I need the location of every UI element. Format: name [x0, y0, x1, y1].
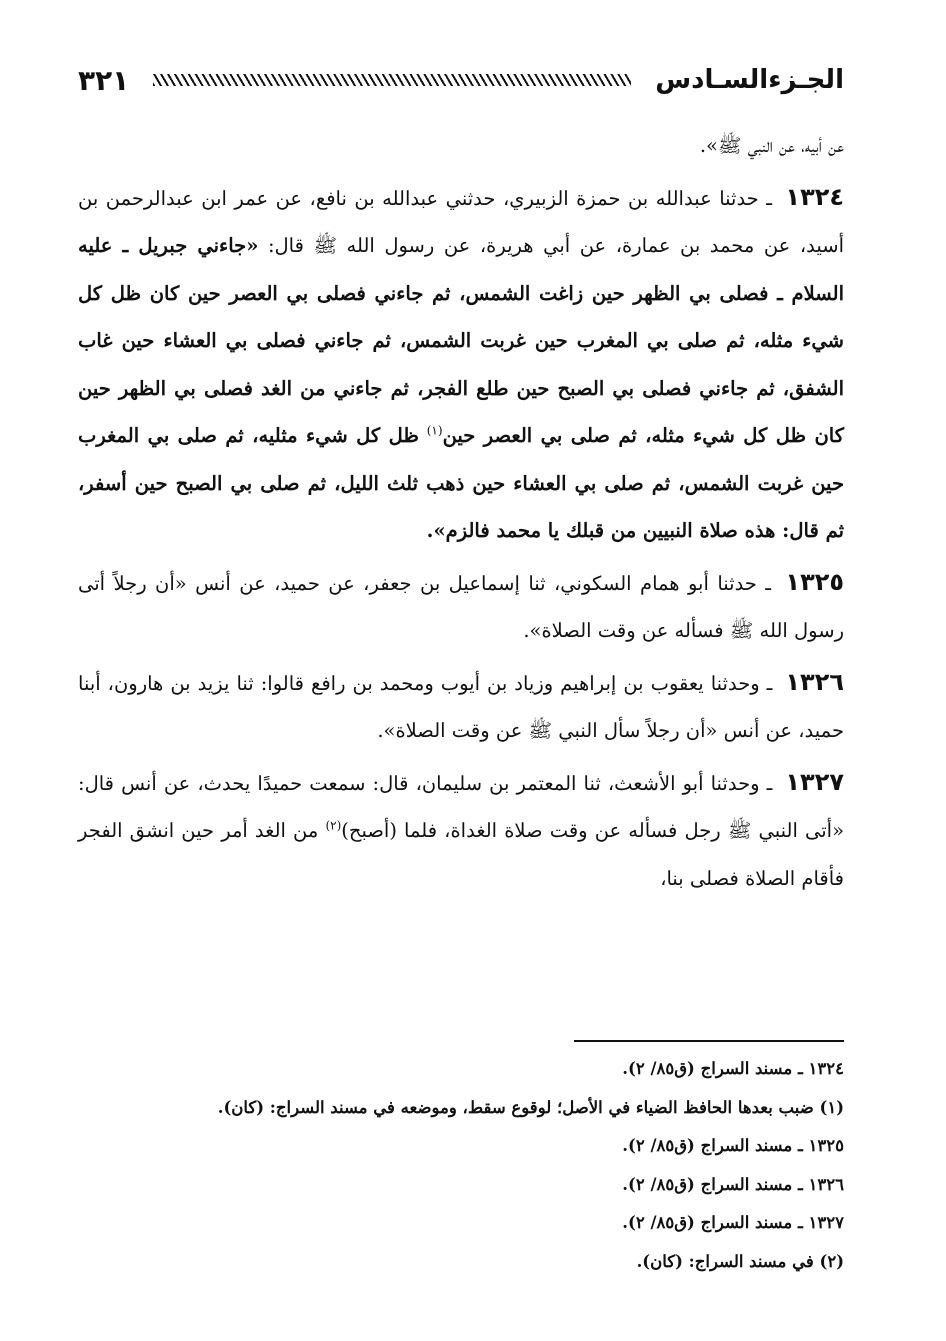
hadith-number: ١٣٢٦	[785, 667, 844, 696]
footnote-ref: (٢)	[325, 818, 342, 833]
hadith-text: ـ وحدثنا أبو الأشعث، ثنا المعتمر بن سليمان، قال: سمعت حميدًا يحدث، عن أنس قال: «أتى النبي ﷺ رجل فسأله عن وقت صلاة الغداة، فلما (أصبح)	[78, 771, 845, 842]
footnotes	[78, 1050, 844, 1281]
hadith-number: ١٣٢٧	[785, 767, 844, 796]
page-number: ٣٢١	[78, 63, 130, 97]
hadith-1327	[78, 759, 844, 903]
paragraph-continuation	[78, 122, 844, 170]
running-title: الجـزءالسـادس	[655, 65, 844, 95]
hadith-number: ١٣٢٤	[785, 182, 845, 211]
hadith-1324	[78, 174, 844, 555]
paragraph-text: عن أبيه، عن النبي ﷺ».	[699, 134, 844, 157]
footnote: (١) ضبب بعدها الحافظ الضياء في الأصل؛ لوقوع سقط، وموضعه في مسند السراج: (كان).	[217, 1097, 844, 1117]
hadith-matn: «جاءني جبريل ـ عليه السلام ـ فصلى بي الظهر حين زاغت الشمس، ثم جاءني فصلى بي العصر حين كان ظل كل شيء مثله، ثم صلى بي المغرب حين غربت الشمس، ثم جاءني فصلى بي العشاء حين غاب الشفق، ثم جاءني فصلى بي الصبح حين طلع الفجر، ثم جاءني من الغد فصلى بي الظهر حين كان ظل كل شيء مثله، ثم صلى بي العصر حين	[78, 234, 844, 447]
hadith-number: ١٣٢٥	[785, 567, 845, 596]
page-header	[78, 50, 844, 110]
footnote-ref: (١)	[426, 423, 443, 438]
main-text	[78, 122, 844, 902]
hadith-1326	[78, 659, 844, 755]
hadith-1325	[78, 559, 844, 655]
footnote: ١٣٢٧ ـ مسند السراج (ق٨٥/ ٢).	[622, 1213, 844, 1232]
hadith-text: ـ وحدثنا يعقوب بن إبراهيم وزياد بن أيوب ومحمد بن رافع قالوا: ثنا يزيد بن هارون، أبنا حميد، عن أنس «أن رجلاً سأل النبي ﷺ عن وقت الصلاة».	[78, 671, 844, 742]
footnote-separator	[574, 1040, 844, 1042]
hadith-text-continued: من الغد أمر حين انشق الفجر فأقام الصلاة فصلى بنا،	[78, 819, 844, 890]
book-page	[78, 50, 844, 1320]
hadith-isnad: ـ حدثنا عبدالله بن حمزة الزبيري، حدثني عبدالله بن نافع، عن عمر ابن عبدالرحمن بن أسيد، عن محمد بن عمارة، عن أبي هريرة، عن رسول الله ﷺ قال:	[78, 186, 845, 257]
hadith-matn-continued: ظل كل شيء مثليه، ثم صلى بي المغرب حين غربت الشمس، ثم صلى بي العشاء حين ذهب ثلث الليل، ثم صلى بي الصبح حين أسفر، ثم قال: هذه صلاة النبيين من قبلك يا محمد فالزم».	[78, 424, 844, 542]
footnote: ١٣٢٤ ـ مسند السراج (ق٨٥/ ٢).	[622, 1059, 844, 1078]
footnote: ١٣٢٥ ـ مسند السراج (ق٨٥/ ٢).	[622, 1136, 844, 1155]
hadith-text: ـ حدثنا أبو همام السكوني، ثنا إسماعيل بن جعفر، عن حميد، عن أنس «أن رجلاً أتى رسول الله ﷺ فسأله عن وقت الصلاة».	[78, 571, 844, 642]
footnote: (٢) في مسند السراج: (كان).	[636, 1251, 844, 1271]
footnote: ١٣٢٦ ـ مسند السراج (ق٨٥/ ٢).	[622, 1174, 844, 1194]
header-hatched-rule	[153, 74, 631, 86]
